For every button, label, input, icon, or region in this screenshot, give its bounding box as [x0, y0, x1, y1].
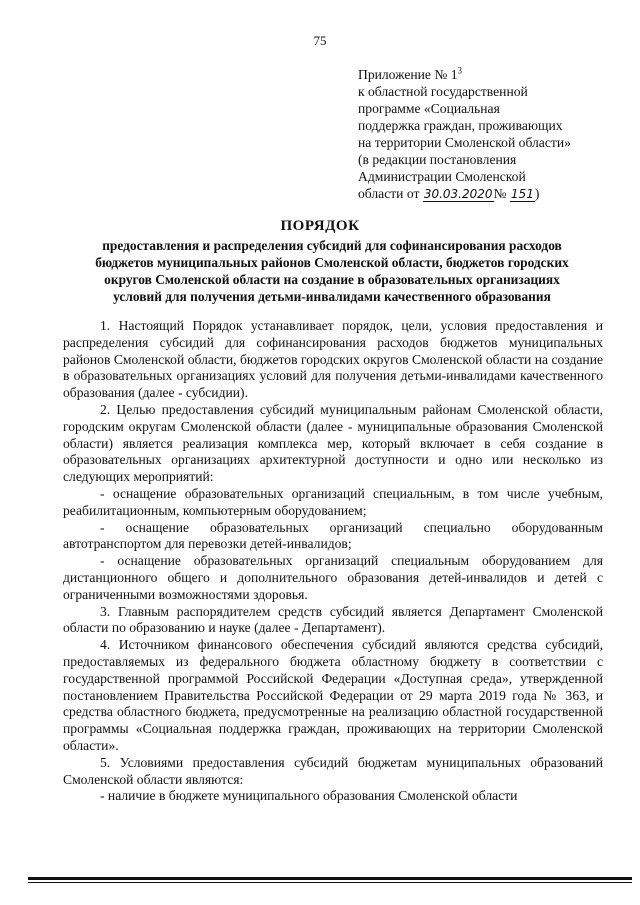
footer-rule [28, 877, 632, 880]
paragraph-3: 3. Главным распорядителем средств субсидий является Департамент Смоленской области по образованию и науке (далее - Департамент). [63, 603, 603, 636]
number-sign: № [493, 186, 507, 201]
subtitle-line: условий для получения детьми-инвалидами качественного образования [113, 289, 551, 304]
handwritten-date: 30.03.2020 [423, 187, 493, 201]
appendix-line [358, 66, 618, 83]
paragraph-5: 5. Условиями предоставления субсидий бюджетам муниципальных образований Смоленской области являются: [63, 754, 603, 787]
appendix-line [358, 185, 618, 203]
footer-rule-thin [28, 882, 632, 883]
list-item: - оснащение образовательных организаций специальным оборудованием для дистанционного общего и дополнительного образования детей-инвалидов и детей с ограниченными возможностями здоровья. [63, 553, 603, 602]
paragraph-1: 1. Настоящий Порядок устанавливает порядок, цели, условия предоставления и распределения субсидий для софинансирования расходов бюджетов муниципальных районов Смоленской области, бюджетов городских округов Смоленской области на создание в образовательных организациях условий для получения детьми-инвалидами качественного образования (далее - субсидии). [63, 318, 603, 401]
subtitle-line: предоставления и распределения субсидий для софинансирования расходов [102, 238, 562, 253]
appendix-date-prefix: области от [358, 186, 420, 201]
closing-paren: ) [534, 186, 540, 201]
subtitle-line: округов Смоленской области на создание в образовательных организациях [104, 272, 560, 287]
appendix-line: на территории Смоленской области» [358, 135, 571, 150]
page-number: 75 [313, 33, 327, 48]
list-item: - наличие в бюджете муниципального образования Смоленской области [100, 788, 518, 804]
appendix-line: поддержка граждан, проживающих [358, 118, 563, 133]
list-item: - оснащение образовательных организаций специальным, в том числе учебным, реабилитационным, компьютерным оборудованием; [63, 485, 603, 518]
appendix-line: программе «Социальная [358, 101, 500, 116]
appendix-line: (в редакции постановления [358, 152, 517, 167]
paragraph-4: 4. Источником финансового обеспечения субсидий являются средства субсидий, предоставляемых из федерального бюджета областному бюджету в соответствии с государственной программой Российской Федерации «Доступная среда», утвержденной постановлением Правительства Российской Федерации от 29 марта 2019 года № 363, и средства областного бюджета, предусмотренные на реализацию областной государственной программы «Социальная поддержка граждан, проживающих на территории Смоленской области». [63, 637, 603, 753]
appendix-title: Приложение № 1 [358, 67, 458, 82]
document-body [63, 318, 603, 805]
paragraph-2: 2. Целью предоставления субсидий муниципальным районам Смоленской области, городским округам Смоленской области (далее - муниципальные образования Смоленской области) является реализация комплекса мер, который включает в себя создание в образовательных организациях архитектурной доступности и одно или несколько из следующих мероприятий: [63, 401, 603, 485]
subtitle-line: бюджетов муниципальных районов Смоленской области, бюджетов городских [95, 255, 569, 270]
list-item: - оснащение образовательных организаций специально оборудованным автотранспортом для перевозки детей-инвалидов; [63, 519, 603, 552]
appendix-line: к областной государственной [358, 84, 528, 99]
handwritten-number: 151 [510, 187, 534, 201]
appendix-line: Администрации Смоленской [358, 169, 526, 184]
document-title: ПОРЯДОК [280, 218, 360, 234]
appendix-block [358, 66, 618, 203]
document-subtitle [62, 237, 602, 305]
appendix-superscript: 3 [457, 65, 463, 76]
